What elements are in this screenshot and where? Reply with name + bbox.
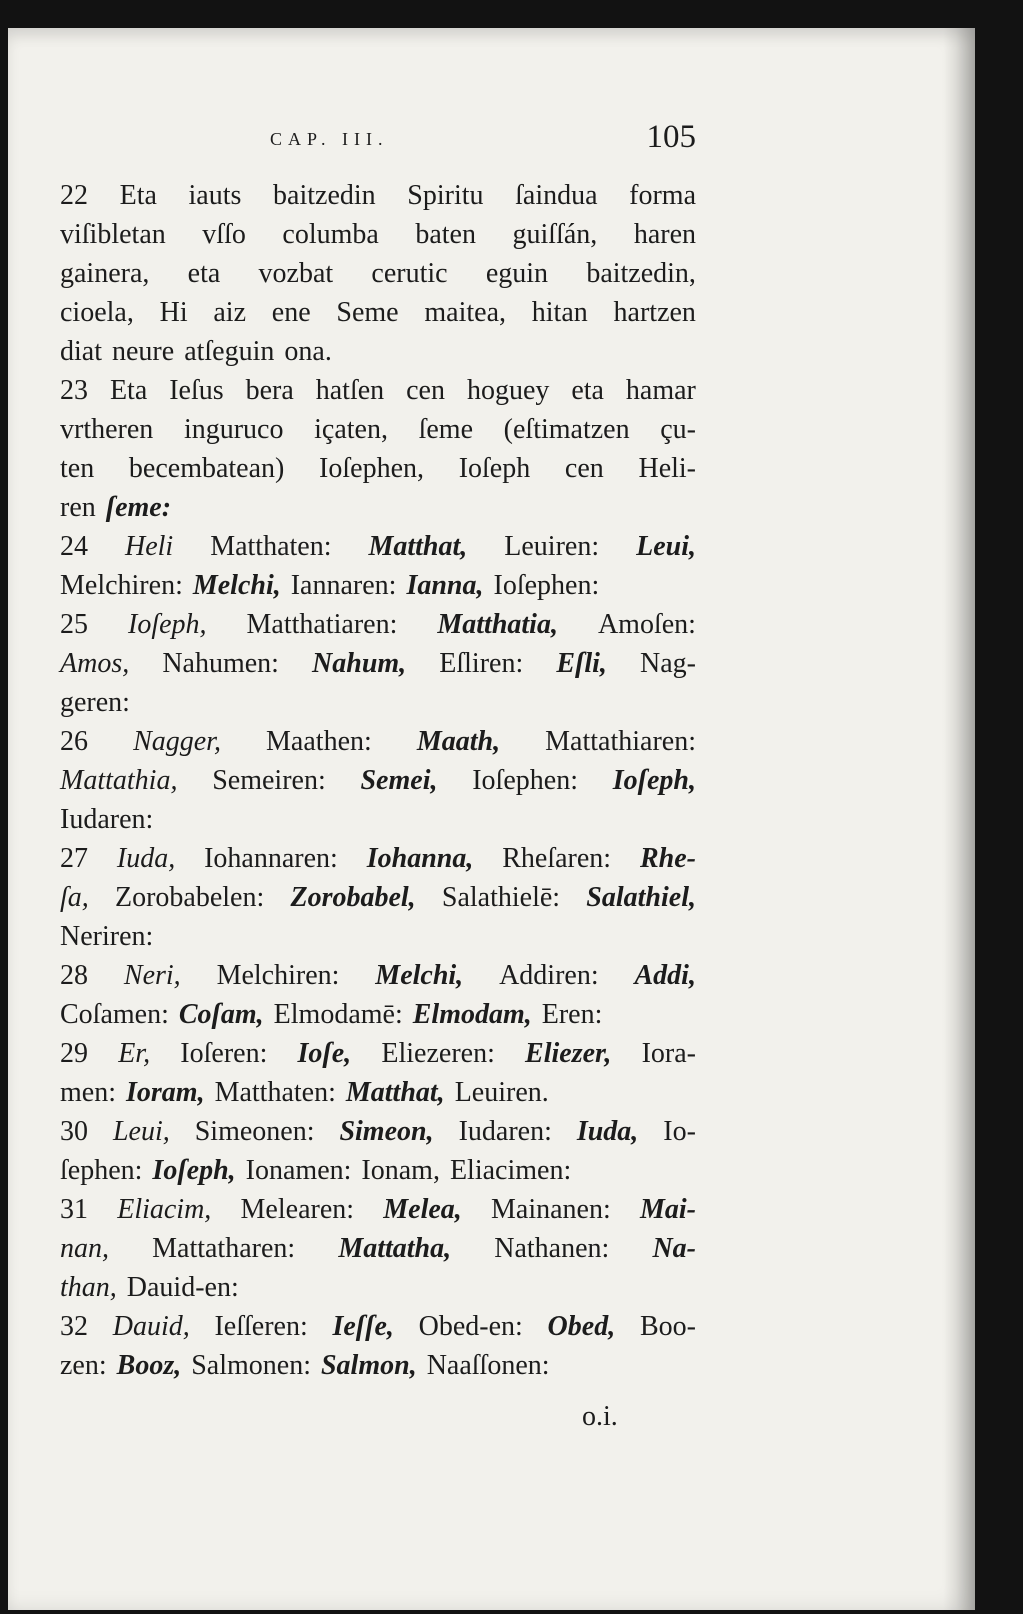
word: Melchi,: [192, 570, 281, 601]
text-line: [60, 293, 696, 332]
text-line: [60, 1034, 696, 1073]
verse-start: 27: [60, 843, 88, 874]
word: Iudaren:: [60, 804, 154, 835]
word: Neriren:: [60, 921, 154, 952]
word: Dauid-en:: [126, 1272, 239, 1303]
word: Leui,: [112, 1116, 170, 1147]
text-line: [60, 800, 696, 839]
word: cen: [564, 453, 604, 484]
text-line: [60, 839, 696, 878]
verse-start: 26: [60, 726, 88, 757]
word: Melearen:: [240, 1194, 355, 1225]
word: (eſtimatzen: [503, 414, 630, 445]
word: çu-: [660, 414, 696, 445]
word: Ieſſe,: [332, 1311, 394, 1342]
word: Eliezer,: [525, 1038, 612, 1069]
word: Eta: [119, 180, 157, 211]
word: haren: [633, 219, 696, 250]
word: Elmodam,: [412, 999, 532, 1030]
word: Matthatia,: [437, 609, 558, 640]
body-text: [60, 176, 696, 1385]
word: forma: [629, 180, 696, 211]
word: inguruco: [183, 414, 284, 445]
word: baitzedin,: [586, 258, 696, 289]
word: Mattatha,: [338, 1233, 452, 1264]
word: Melchi,: [375, 960, 464, 991]
word: Amoſen:: [597, 609, 696, 640]
word: Simeonen:: [194, 1116, 315, 1147]
word: Ioſephen,: [319, 453, 425, 484]
text-line: [60, 215, 696, 254]
word: Maath,: [416, 726, 501, 757]
word: Maathen:: [266, 726, 372, 757]
word: Ieſſeren:: [214, 1311, 308, 1342]
word: eta: [187, 258, 221, 289]
word: Semei,: [360, 765, 438, 796]
book-page: [8, 28, 975, 1610]
word: Eliacim,: [117, 1194, 212, 1225]
word: Ioram,: [126, 1077, 205, 1108]
text-line: [60, 1307, 696, 1346]
word: gainera,: [60, 258, 150, 289]
word: Er,: [118, 1038, 151, 1069]
word: hatſen: [315, 375, 385, 406]
word: vſſo: [202, 219, 246, 250]
word: içaten,: [314, 414, 388, 445]
text-line: [60, 995, 696, 1034]
word: bera: [245, 375, 294, 406]
text-line: [60, 566, 696, 605]
word: ona.: [284, 336, 332, 367]
verse-start: 32: [60, 1311, 88, 1342]
word: ſephen:: [60, 1155, 143, 1186]
word: eguin: [485, 258, 549, 289]
text-line: [60, 176, 696, 215]
word: Mattathiaren:: [545, 726, 696, 757]
word: Iuda,: [576, 1116, 639, 1147]
word: maitea,: [424, 297, 507, 328]
text-line: [60, 1073, 696, 1112]
word: neure: [112, 336, 175, 367]
word: Nagger,: [133, 726, 221, 757]
word: atſeguin: [184, 336, 275, 367]
word: Eſliren:: [439, 648, 524, 679]
text-line: [60, 1229, 696, 1268]
word: Eſli,: [556, 648, 607, 679]
word: nan,: [60, 1233, 109, 1264]
word: Rheſaren:: [502, 843, 612, 874]
word: Salmon,: [320, 1350, 417, 1381]
word: Melchiren:: [216, 960, 340, 991]
verse-start: 29: [60, 1038, 88, 1069]
word: Na-: [652, 1233, 696, 1264]
page-spine-shadow: [943, 28, 975, 1610]
text-line: [60, 410, 696, 449]
word: Matthat,: [345, 1077, 445, 1108]
page-number: 105: [646, 119, 696, 155]
word: viſibletan: [60, 219, 166, 250]
word: Ioſeph,: [128, 609, 207, 640]
word: Salathielē:: [441, 882, 561, 913]
catchword: o.i.: [582, 1401, 618, 1432]
word: Salmonen:: [191, 1350, 311, 1381]
word: baitzedin: [273, 180, 376, 211]
verse-start: 25: [60, 609, 88, 640]
word: Ioſeph: [458, 453, 531, 484]
word: zen:: [60, 1350, 107, 1381]
text-line: [60, 605, 696, 644]
word: Hi: [159, 297, 188, 328]
word: Matthaten:: [210, 531, 332, 562]
word: diat: [60, 336, 102, 367]
word: Mai-: [639, 1194, 696, 1225]
word: Addi,: [634, 960, 696, 991]
word: aiz: [213, 297, 247, 328]
word: Neri,: [123, 960, 181, 991]
word: Matthatiaren:: [246, 609, 398, 640]
text-line: [60, 1190, 696, 1229]
word: Eliezeren:: [381, 1038, 495, 1069]
word: cioela,: [60, 297, 134, 328]
word: ſeme: [418, 414, 474, 445]
word: than,: [60, 1272, 117, 1303]
word: Ioſe,: [297, 1038, 352, 1069]
word: Rhe-: [639, 843, 696, 874]
word: Io-: [663, 1116, 696, 1147]
word: Zorobabel,: [290, 882, 416, 913]
word: hoguey: [466, 375, 550, 406]
word: Ioſeph,: [152, 1155, 236, 1186]
word: baten: [415, 219, 476, 250]
word: eta: [571, 375, 604, 406]
word: Melea,: [383, 1194, 462, 1225]
text-line: [60, 488, 696, 527]
word: Naaſſonen:: [426, 1350, 550, 1381]
text-line: [60, 917, 696, 956]
word: Leuiren:: [504, 531, 600, 562]
word: Booz,: [116, 1350, 182, 1381]
word: men:: [60, 1077, 116, 1108]
word: Ianna,: [406, 570, 484, 601]
verse-start: 30: [60, 1116, 88, 1147]
word: columba: [282, 219, 379, 250]
word: guiſſán,: [512, 219, 598, 250]
word: Spiritu: [407, 180, 484, 211]
text-line: [60, 1112, 696, 1151]
word: hartzen: [613, 297, 696, 328]
word: Ioſeren:: [180, 1038, 268, 1069]
word: Eliacimen:: [449, 1155, 572, 1186]
word: Melchiren:: [60, 570, 183, 601]
word: cen: [406, 375, 445, 406]
word: Ionam,: [361, 1155, 440, 1186]
word: Coſamen:: [60, 999, 169, 1030]
word: Obed-en:: [418, 1311, 523, 1342]
word: Nahum,: [312, 648, 407, 679]
word: vozbat: [258, 258, 334, 289]
word: Amos,: [60, 648, 130, 679]
word: Ioſephen:: [472, 765, 578, 796]
word: hitan: [531, 297, 588, 328]
text-line: [60, 683, 696, 722]
verse-start: 28: [60, 960, 88, 991]
text-line: [60, 956, 696, 995]
word: Mattatharen:: [152, 1233, 296, 1264]
word: hamar: [625, 375, 696, 406]
word: ten: [60, 453, 95, 484]
word: Iohannaren:: [204, 843, 338, 874]
text-line: [60, 527, 696, 566]
word: Elmodamē:: [273, 999, 403, 1030]
word: Eta: [109, 375, 148, 406]
word: cerutic: [371, 258, 448, 289]
word: Addiren:: [499, 960, 599, 991]
word: Iudaren:: [458, 1116, 552, 1147]
word: Coſam,: [178, 999, 264, 1030]
word: Iuda,: [116, 843, 176, 874]
text-line: [60, 878, 696, 917]
word: Mainanen:: [491, 1194, 611, 1225]
word: Seme: [336, 297, 399, 328]
word: Dauid,: [112, 1311, 190, 1342]
text-line: [60, 722, 696, 761]
word: Mattathia,: [60, 765, 178, 796]
word: Simeon,: [339, 1116, 434, 1147]
word: Matthaten:: [214, 1077, 336, 1108]
word: geren:: [60, 687, 130, 718]
word: Heli-: [638, 453, 696, 484]
word: ſa,: [60, 882, 89, 913]
word: Iora-: [641, 1038, 696, 1069]
word: Obed,: [547, 1311, 616, 1342]
word: ene: [271, 297, 311, 328]
text-line: [60, 1268, 696, 1307]
verse-start: 22: [60, 180, 88, 211]
text-line: [60, 1151, 696, 1190]
word: Iannaren:: [290, 570, 397, 601]
word: Nag-: [639, 648, 696, 679]
word: Eren:: [541, 999, 603, 1030]
word: Ioſephen:: [493, 570, 600, 601]
word: Zorobabelen:: [114, 882, 265, 913]
word: ren: [60, 492, 96, 523]
word: Semeiren:: [212, 765, 326, 796]
page-header: [60, 121, 696, 161]
word: Ieſus: [169, 375, 224, 406]
word: Salathiel,: [586, 882, 696, 913]
word: Leui,: [636, 531, 696, 562]
word: vrtheren: [60, 414, 154, 445]
word: Nahumen:: [162, 648, 279, 679]
word: Matthat,: [368, 531, 468, 562]
word: ſaindua: [515, 180, 598, 211]
text-line: [60, 449, 696, 488]
verse-start: 31: [60, 1194, 88, 1225]
word: Leuiren.: [454, 1077, 549, 1108]
word: iauts: [188, 180, 242, 211]
word: becembatean): [128, 453, 285, 484]
word: Heli: [124, 531, 174, 562]
text-line: [60, 644, 696, 683]
text-line: [60, 1346, 696, 1385]
word: Boo-: [639, 1311, 696, 1342]
text-line: [60, 254, 696, 293]
word: Ionamen:: [245, 1155, 352, 1186]
running-title: CAP. III.: [270, 129, 389, 149]
text-line: [60, 332, 696, 371]
word: Iohanna,: [366, 843, 474, 874]
text-line: [60, 761, 696, 800]
word: Nathanen:: [494, 1233, 610, 1264]
text-line: [60, 371, 696, 410]
verse-start: 24: [60, 531, 88, 562]
word: Ioſeph,: [612, 765, 696, 796]
verse-start: 23: [60, 375, 88, 406]
word: ſeme:: [105, 492, 172, 523]
